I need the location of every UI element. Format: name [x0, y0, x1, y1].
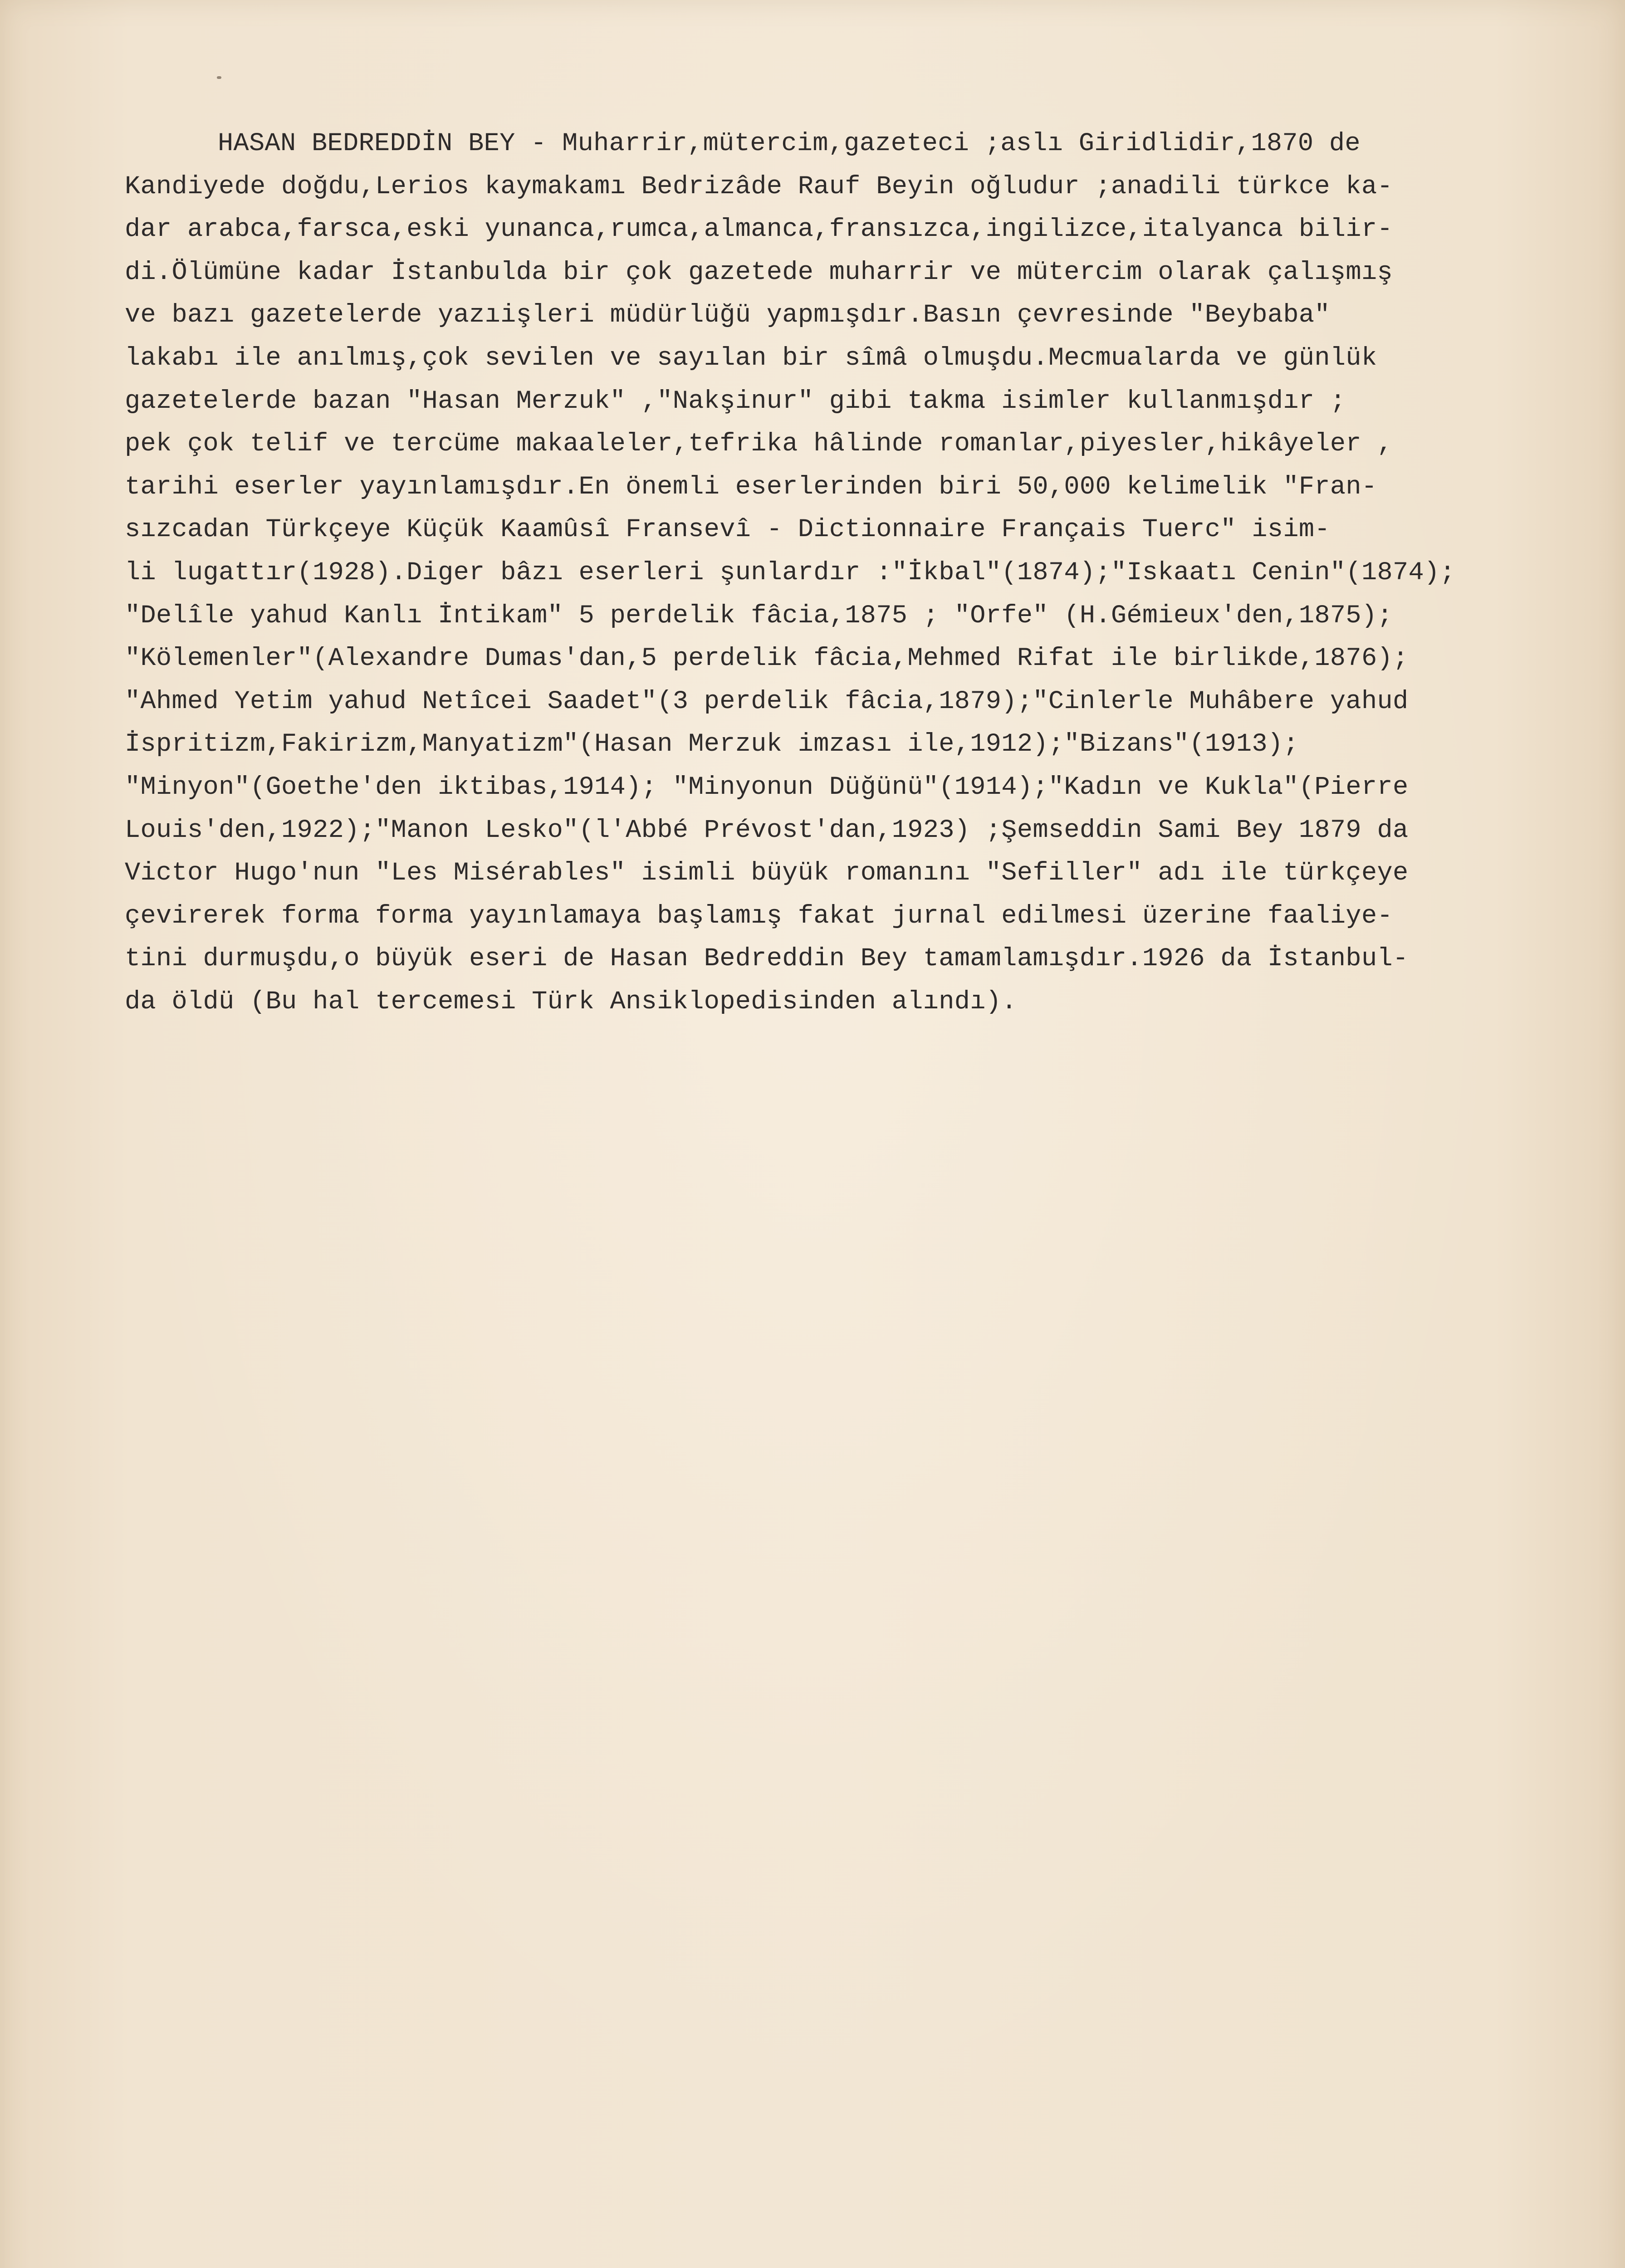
text-line: çevirerek forma forma yayınlamaya başlamış fakat jurnal edilmesi üzerine faaliye- [125, 901, 1393, 931]
text-line: "Delîle yahud Kanlı İntikam" 5 perdelik fâcia,1875 ; "Orfe" (H.Gémieux'den,1875); [125, 601, 1393, 631]
text-line: tini durmuşdu,o büyük eseri de Hasan Bedreddin Bey tamamlamışdır.1926 da İstanbul- [125, 944, 1409, 974]
text-line: Victor Hugo'nun "Les Misérables" isimli büyük romanını "Sefiller" adı ile türkçeye [125, 859, 1409, 888]
text-line: gazetelerde bazan "Hasan Merzuk" ,"Nakşinur" gibi takma isimler kullanmışdır ; [125, 386, 1346, 416]
text-line: tarihi eserler yayınlamışdır.En önemli eserlerinden biri 50,000 kelimelik "Fran- [125, 472, 1377, 502]
text-line: li lugattır(1928).Diger bâzı eserleri şunlardır :"İkbal"(1874);"Iskaatı Cenin"(1874); [125, 558, 1455, 587]
text-line: Kandiyede doğdu,Lerios kaymakamı Bedrizâde Rauf Beyin oğludur ;anadili türkce ka- [125, 172, 1393, 201]
text-line: "Kölemenler"(Alexandre Dumas'dan,5 perdelik fâcia,Mehmed Rifat ile birlikde,1876); [125, 644, 1409, 674]
text-line: "Ahmed Yetim yahud Netîcei Saadet"(3 perdelik fâcia,1879);"Cinlerle Muhâbere yahud [125, 687, 1409, 716]
text-line: ve bazı gazetelerde yazıişleri müdürlüğü yapmışdır.Basın çevresinde "Beybaba" [125, 301, 1330, 330]
paper-speck [217, 76, 221, 79]
text-line: di.Ölümüne kadar İstanbulda bir çok gazetede muharrir ve mütercim olarak çalışmış [125, 258, 1393, 287]
typewritten-text [125, 122, 1622, 1023]
text-line: HASAN BEDREDDİN BEY - Muharrir,mütercim,gazeteci ;aslı Giridlidir,1870 de [218, 129, 1361, 158]
text-line: lakabı ile anılmış,çok sevilen ve sayılan bir sîmâ olmuşdu.Mecmualarda ve günlük [125, 343, 1377, 373]
text-line: Louis'den,1922);"Manon Lesko"(l'Abbé Prévost'dan,1923) ;Şemseddin Sami Bey 1879 da [125, 816, 1409, 845]
text-line: sızcadan Türkçeye Küçük Kaamûsî Fransevî - Dictionnaire Français Tuerc" isim- [125, 515, 1330, 545]
text-line: da öldü (Bu hal tercemesi Türk Ansiklopedisinden alındı). [125, 987, 1017, 1017]
text-line: dar arabca,farsca,eski yunanca,rumca,almanca,fransızca,ingilizce,italyanca bilir- [125, 215, 1393, 244]
text-line: İspritizm,Fakirizm,Manyatizm"(Hasan Merzuk imzası ile,1912);"Bizans"(1913); [125, 730, 1299, 759]
text-line: pek çok telif ve tercüme makaaleler,tefrika hâlinde romanlar,piyesler,hikâyeler , [125, 430, 1393, 459]
text-line: "Minyon"(Goethe'den iktibas,1914); "Minyonun Düğünü"(1914);"Kadın ve Kukla"(Pierre [125, 772, 1409, 802]
